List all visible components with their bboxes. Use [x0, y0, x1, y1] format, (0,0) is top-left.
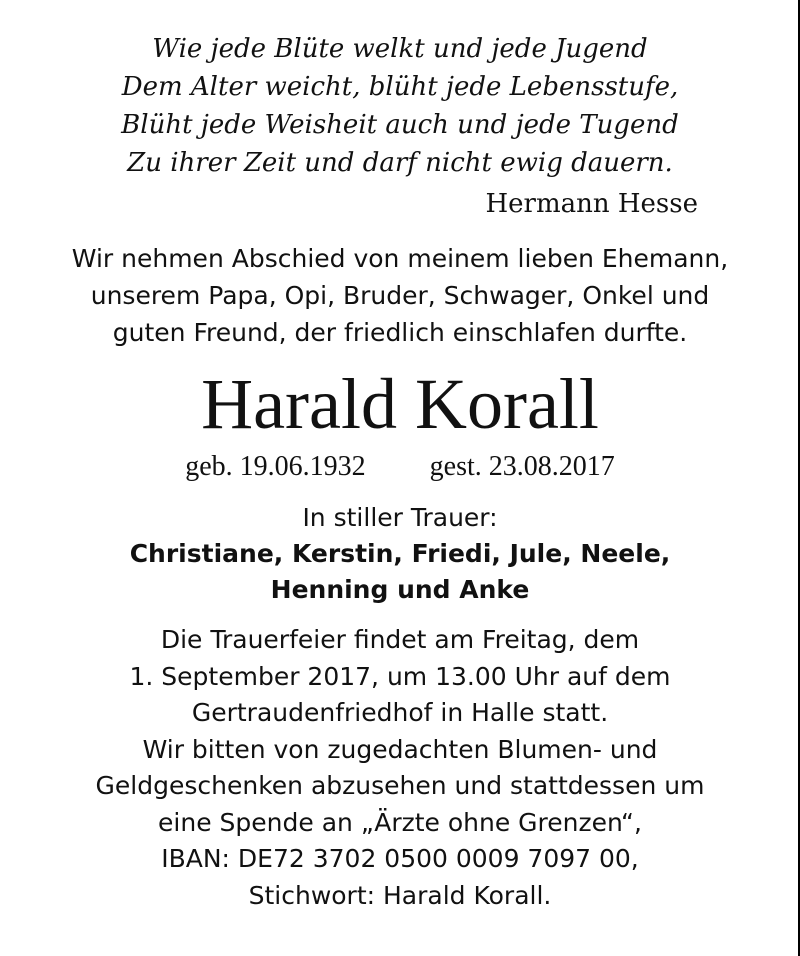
farewell-text — [0, 240, 800, 351]
life-dates — [0, 448, 800, 486]
keyword-line: Stichwort: Harald Korall. — [248, 880, 552, 910]
death-date: gest. 23.08.2017 — [429, 451, 615, 482]
mourners-names-line: Henning und Anke — [270, 575, 530, 604]
mourners-names-line: Christiane, Kerstin, Friedi, Jule, Neele, — [129, 539, 671, 568]
poem-line: Blüht jede Weisheit auch und jede Tugend — [121, 110, 679, 140]
funeral-line: 1. September 2017, um 13.00 Uhr auf dem — [129, 661, 671, 691]
iban-line: IBAN: DE72 3702 0500 0009 7097 00, — [161, 844, 639, 873]
donation-line: Geldgeschenken abzusehen und stattdessen um — [95, 771, 705, 800]
mourners-heading: In stiller Trauer: — [302, 503, 498, 532]
birth-date: geb. 19.06.1932 — [185, 451, 366, 482]
poem-quote — [0, 30, 800, 182]
donation-line: Wir bitten von zugedachten Blumen- und — [142, 734, 658, 764]
funeral-details — [0, 622, 800, 914]
poem-line: Wie jede Blüte welkt und jede Jugend — [152, 34, 648, 64]
farewell-line: guten Freund, der friedlich einschlafen durfte. — [112, 318, 688, 347]
farewell-line: unserem Papa, Opi, Bruder, Schwager, Onkel und — [90, 281, 710, 310]
funeral-line: Gertraudenfriedhof in Halle statt. — [191, 698, 609, 727]
mourners-names — [0, 536, 800, 608]
deceased-name: Harald Korall — [201, 364, 599, 444]
poem-author: Hermann Hesse — [485, 189, 698, 219]
mourners-heading-block — [0, 500, 800, 536]
farewell-line: Wir nehmen Abschied von meinem lieben Ehemann, — [71, 244, 729, 273]
donation-line: eine Spende an „Ärzte ohne Grenzen“, — [158, 807, 642, 837]
poem-line: Zu ihrer Zeit und darf nicht ewig dauern. — [127, 148, 673, 178]
funeral-line: Die Trauerfeier findet am Freitag, dem — [160, 625, 640, 654]
poem-line: Dem Alter weicht, blüht jede Lebensstufe, — [121, 72, 679, 102]
